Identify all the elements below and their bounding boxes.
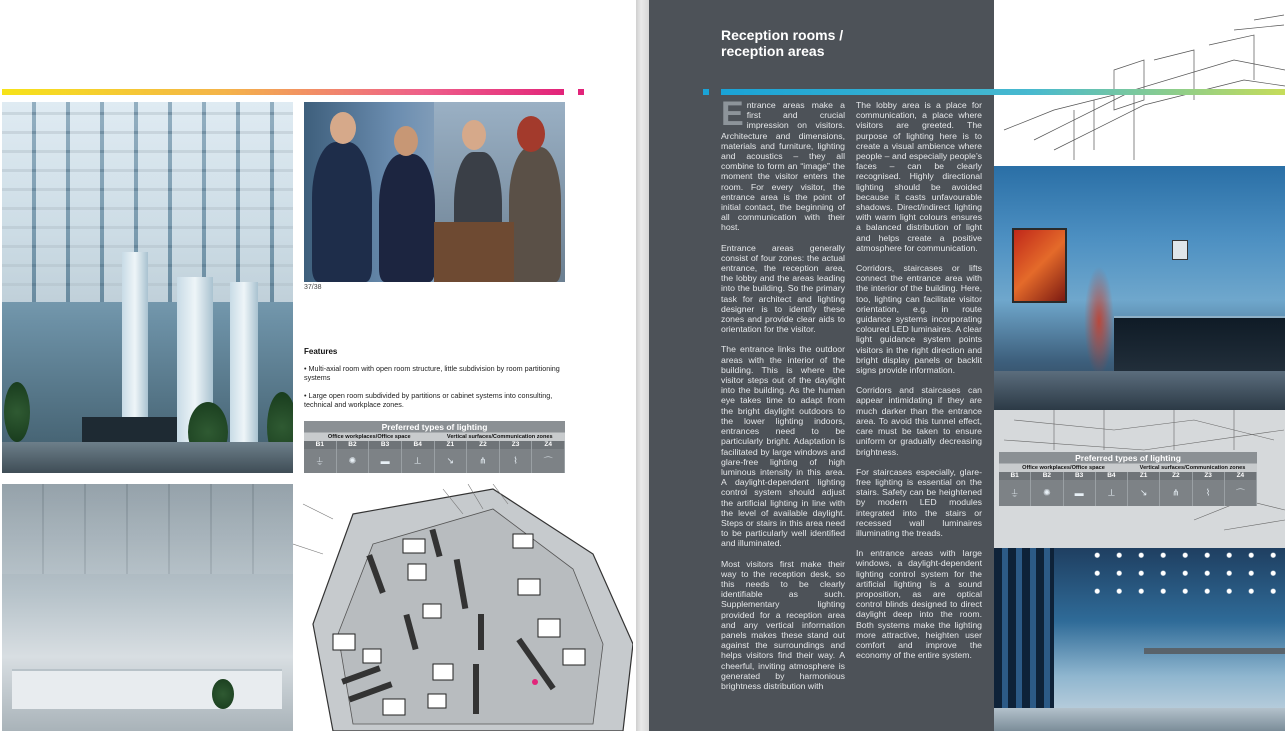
code: Z3 xyxy=(500,441,533,449)
floor-plan-drawing xyxy=(293,484,633,731)
spotlight-icon: ⋔ xyxy=(1160,480,1192,506)
paragraph: Most visitors first make their way to the reception desk, so this needs to be clearly identifiable as such. Supplementary lighting provided for a reception area and any vertical information panels makes these stand out against the surroundings and helps visitors find their way. A cheerful, inviting atmosphere is generated by harmonious brightness distribution with xyxy=(721,558,845,691)
paragraph: For staircases especially, glare-free lighting is essential on the stairs. Safety can be heightened by modern LED modules integrated into the stairs or recessed wall luminaires illuminating the treads. xyxy=(856,466,982,538)
head xyxy=(394,126,418,156)
feature-text: Large open room subdivided by partitions or cabinet systems into consulting, technical and workplace zones. xyxy=(304,391,553,409)
paragraph: Corridors and staircases can appear intimidating if they are much darker than the entrance area. To avoid this tunnel effect, care must be taken to ensure uniform or gradually decreasing brightness. xyxy=(856,385,982,457)
floor xyxy=(994,708,1285,731)
spotlight-icon: ⋔ xyxy=(467,449,500,473)
page-gutter xyxy=(636,0,649,731)
title-line: reception areas xyxy=(721,43,825,59)
feature-item: • Multi-axial room with open room structure, little subdivision by room partitioning systems xyxy=(304,364,560,382)
woman-figure xyxy=(379,154,435,282)
code: Z2 xyxy=(467,441,500,449)
group-label: Office workplaces/Office space xyxy=(1022,465,1105,471)
floor-lamp-icon: ⊥ xyxy=(402,449,435,473)
code: Z3 xyxy=(1193,472,1225,480)
right-page xyxy=(649,0,1285,731)
red-painting xyxy=(1012,228,1067,303)
paragraph: The lobby area is a place for communication, a place where visitors are greeted. The purpose of lighting here is to create a visual ambience where people – and especially people’s faces – can be clearly recognised. Highly directional lighting should be avoided because it casts unfavourable shadows. Direct/indirect lighting with warm light colours ensures a balanced distribution of light and helps create a positive atmosphere for communication. xyxy=(856,100,982,253)
red-hair xyxy=(517,116,545,152)
accent-square xyxy=(703,89,709,95)
paragraph: Corridors, staircases or lifts connect the entrance area with the interior of the building. Here, too, lighting can facilitate visitor orientation, e.g. in route guidance systems incorporating coloured LED luminaires. A clear light guidance system points visitors in the right direction and bright display panels or backlit signs provide information. xyxy=(856,263,982,376)
accent-light-icon: ⌒ xyxy=(1225,480,1257,506)
code: B4 xyxy=(402,441,435,449)
lighting-icons xyxy=(999,480,1257,506)
code: Z4 xyxy=(532,441,565,449)
moving-person xyxy=(1084,266,1114,376)
code: Z2 xyxy=(1160,472,1192,480)
paragraph: ntrance areas make a first and crucial impression on visitors. Architecture and dimensions, materials and furniture, lighting and acoustics – they all combine to form an “image” the moment the visitor enters the room. For every visitor, the entrance area is the point of initial contact, the beginning of all communication with their host. xyxy=(721,100,845,233)
accent-dot xyxy=(532,679,538,685)
atrium-photo xyxy=(994,548,1285,731)
ceiling-lights xyxy=(1084,548,1285,598)
pendant-icon: ✺ xyxy=(1031,480,1063,506)
group-label: Vertical surfaces/Communication zones xyxy=(446,434,553,440)
drop-cap: E xyxy=(721,100,744,133)
code: B3 xyxy=(1064,472,1096,480)
page-title xyxy=(721,27,843,59)
lighting-types-box xyxy=(999,452,1257,506)
wall-luminaire-icon: ⌇ xyxy=(500,449,533,473)
plant xyxy=(4,382,30,442)
downlight-icon: ⏚ xyxy=(999,480,1031,506)
code: B2 xyxy=(337,441,370,449)
lighting-icons xyxy=(304,449,565,473)
reception-people-photo xyxy=(304,102,565,282)
text-column-1 xyxy=(721,100,845,731)
lighting-box-groups xyxy=(304,433,565,441)
wallwasher-icon: ↘ xyxy=(435,449,468,473)
counter xyxy=(434,222,514,282)
floor xyxy=(2,442,293,473)
wall-luminaire-icon: ⌇ xyxy=(1193,480,1225,506)
plant xyxy=(212,679,234,709)
group-label: Vertical surfaces/Communication zones xyxy=(1139,465,1246,471)
code: Z1 xyxy=(435,441,468,449)
linear-luminaire-icon: ▬ xyxy=(1064,480,1096,506)
group-label: Office workplaces/Office space xyxy=(327,434,411,440)
lighting-codes xyxy=(304,441,565,449)
linear-luminaire-icon: ▬ xyxy=(369,449,402,473)
paragraph: In entrance areas with large windows, a daylight-dependent lighting control system for the artificial lighting is a sound proposition, as are optical control blinds designed to direct daylight deep into the room. Both systems make the lighting more attractive, heighten user comfort and improve the economy of the entire system. xyxy=(856,548,982,661)
paragraph: The entrance links the outdoor areas with the interior of the building. This is where the visitor steps out of the daylight into the building. As the human eye takes time to adapt from the bright daylight outdoors to the lower lighting indoors, entrances need to be particularly bright. Adaptation is facilitated by large windows and glare-free lighting of high luminous intensity in this area. A daylight-dependent lighting control system should adjust the artificial lighting in line with the level of available daylight. Steps or stairs in this area need to be particularly well identified and illuminated. xyxy=(721,344,845,549)
code: B1 xyxy=(999,472,1031,480)
gradient-rule xyxy=(721,89,1285,95)
head xyxy=(330,112,356,144)
photo-caption: 37/38 xyxy=(304,284,322,291)
head xyxy=(462,120,486,150)
code: B3 xyxy=(369,441,402,449)
gradient-rule xyxy=(2,89,564,95)
code: B2 xyxy=(1031,472,1063,480)
counter xyxy=(12,669,282,709)
features-title: Features xyxy=(304,347,338,356)
left-page xyxy=(0,0,636,731)
architecture-drawing xyxy=(994,0,1285,166)
open-plan-office-photo xyxy=(2,484,293,731)
lighting-box-title: Preferred types of lighting xyxy=(304,421,565,433)
wallwasher-icon: ↘ xyxy=(1128,480,1160,506)
code: B1 xyxy=(304,441,337,449)
downlight-icon: ⏚ xyxy=(304,449,337,473)
lighting-box-title: Preferred types of lighting xyxy=(999,452,1257,464)
open-office-photo xyxy=(2,102,293,473)
ceiling xyxy=(2,484,293,574)
accent-light-icon: ⌒ xyxy=(532,449,565,473)
accent-square xyxy=(578,89,584,95)
drawing-svg xyxy=(994,0,1285,166)
floor-plan-svg xyxy=(293,484,633,731)
feature-text: Multi-axial room with open room structure, little subdivision by room partitioning systems xyxy=(304,364,560,382)
floor-lamp-icon: ⊥ xyxy=(1096,480,1128,506)
text-column-2 xyxy=(856,100,982,731)
title-line: Reception rooms / xyxy=(721,27,844,43)
wall-frame xyxy=(1172,240,1188,260)
code: Z4 xyxy=(1225,472,1257,480)
lighting-types-box xyxy=(304,421,565,473)
feature-item: • Large open room subdivided by partitions or cabinet systems into consulting, technical and workplace zones. xyxy=(304,391,553,409)
reception-lobby-photo xyxy=(994,166,1285,410)
pendant-icon: ✺ xyxy=(337,449,370,473)
glass-facade xyxy=(994,548,1054,731)
woman-figure xyxy=(509,147,561,282)
lighting-box-groups xyxy=(999,464,1257,472)
gallery-rail xyxy=(1144,648,1285,654)
man-figure xyxy=(312,142,372,282)
lighting-codes xyxy=(999,472,1257,480)
reception-desk xyxy=(1114,316,1285,376)
code: B4 xyxy=(1096,472,1128,480)
floor xyxy=(994,371,1285,410)
paragraph: Entrance areas generally consist of four zones: the actual entrance, the reception area, the lobby and the areas leading into the building. So the primary task for architect and lighting designer is to identify these zones and provide clear aids to orientation for the visitor. xyxy=(721,242,845,335)
code: Z1 xyxy=(1128,472,1160,480)
